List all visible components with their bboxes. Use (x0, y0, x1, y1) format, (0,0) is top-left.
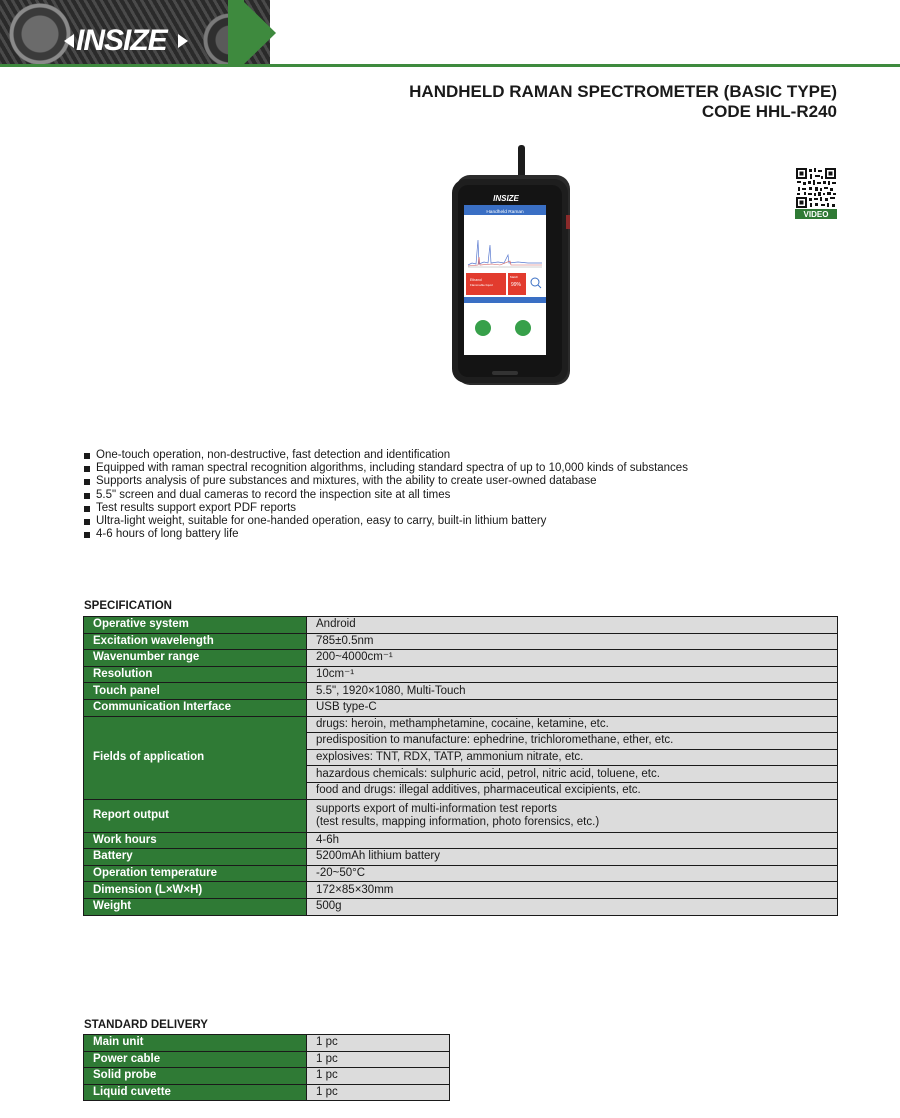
table-row (84, 683, 838, 700)
video-qr-code[interactable] (795, 167, 837, 219)
spec-key: Battery (84, 849, 307, 866)
device-match-value: 99% (511, 282, 522, 288)
spec-value: drugs: heroin, methamphetamine, cocaine, ketamine, etc. (307, 716, 838, 733)
spec-value: Android (307, 617, 838, 634)
qr-video-label: VIDEO (803, 210, 829, 219)
spec-value: hazardous chemicals: sulphuric acid, petrol, nitric acid, toluene, etc. (307, 766, 838, 783)
device-result-sub: Flammable liquid (470, 283, 493, 287)
spec-value: 172×85×30mm (307, 882, 838, 899)
spec-key: Operation temperature (84, 865, 307, 882)
spec-value: 4-6h (307, 832, 838, 849)
table-row (84, 617, 838, 634)
delivery-qty: 1 pc (307, 1051, 450, 1068)
feature-item: Ultra-light weight, suitable for one-handed operation, easy to carry, built-in lithium battery (84, 515, 688, 528)
specification-heading: SPECIFICATION (84, 600, 172, 612)
spec-key: Operative system (84, 617, 307, 634)
spec-key: Work hours (84, 832, 307, 849)
report-output-line: (test results, mapping information, photo forensics, etc.) (316, 815, 600, 828)
spec-value: predisposition to manufacture: ephedrine, trichloromethane, ether, etc. (307, 733, 838, 750)
logo-left-arrow-icon (64, 34, 74, 48)
header-arrow-shape (242, 0, 276, 66)
report-output-line: supports export of multi-information test reports (316, 802, 557, 815)
table-row (84, 832, 838, 849)
brand-logo: INSIZE (76, 24, 167, 57)
device-app-title: Handheld Raman (486, 210, 524, 215)
spec-key: Wavenumber range (84, 650, 307, 667)
table-row (84, 666, 838, 683)
table-row (84, 1084, 450, 1101)
spec-key: Fields of application (84, 716, 307, 799)
feature-item: 5.5" screen and dual cameras to record the inspection site at all times (84, 489, 688, 502)
table-row (84, 799, 838, 832)
specification-table (83, 616, 838, 916)
device-brand-label: INSIZE (493, 194, 519, 203)
header-green-rule (0, 64, 900, 67)
delivery-item: Liquid cuvette (84, 1084, 307, 1101)
spec-key: Excitation wavelength (84, 633, 307, 650)
page-header (0, 0, 900, 68)
table-row (84, 1051, 450, 1068)
logo-right-arrow-icon (178, 34, 188, 48)
spec-value (307, 799, 838, 832)
table-row (84, 633, 838, 650)
spec-key: Resolution (84, 666, 307, 683)
delivery-qty: 1 pc (307, 1084, 450, 1101)
table-row (84, 849, 838, 866)
feature-item: 4-6 hours of long battery life (84, 528, 688, 541)
spec-value: 10cm⁻¹ (307, 666, 838, 683)
spec-value: food and drugs: illegal additives, pharmaceutical excipients, etc. (307, 782, 838, 799)
table-row (84, 865, 838, 882)
product-title: HANDHELD RAMAN SPECTROMETER (BASIC TYPE) (409, 82, 837, 101)
delivery-heading: STANDARD DELIVERY (84, 1019, 208, 1031)
product-code: CODE HHL-R240 (701, 102, 837, 121)
spec-value: -20~50°C (307, 865, 838, 882)
feature-item: Equipped with raman spectral recognition algorithms, including standard spectra of up to 10,000 kinds of substances (84, 462, 688, 475)
table-row (84, 1068, 450, 1085)
table-row (84, 1035, 450, 1052)
device-match-label: Match (510, 275, 519, 279)
spec-value: explosives: TNT, RDX, TATP, ammonium nitrate, etc. (307, 749, 838, 766)
spec-value: 5200mAh lithium battery (307, 849, 838, 866)
spec-value: 5.5", 1920×1080, Multi-Touch (307, 683, 838, 700)
device-result-label: Ethanol (470, 278, 482, 282)
table-row (84, 898, 838, 915)
spec-key: Dimension (L×W×H) (84, 882, 307, 899)
spec-value: USB type-C (307, 699, 838, 716)
spec-key: Report output (84, 799, 307, 832)
delivery-item: Solid probe (84, 1068, 307, 1085)
spec-key: Touch panel (84, 683, 307, 700)
delivery-qty: 1 pc (307, 1068, 450, 1085)
spec-value: 200~4000cm⁻¹ (307, 650, 838, 667)
feature-item: One-touch operation, non-destructive, fast detection and identification (84, 449, 688, 462)
device-product-image (448, 145, 576, 390)
feature-item: Test results support export PDF reports (84, 502, 688, 515)
delivery-item: Main unit (84, 1035, 307, 1052)
table-row (84, 650, 838, 667)
table-row (84, 699, 838, 716)
spec-key: Weight (84, 898, 307, 915)
feature-item: Supports analysis of pure substances and mixtures, with the ability to create user-owned database (84, 475, 688, 488)
feature-list (84, 449, 688, 541)
delivery-qty: 1 pc (307, 1035, 450, 1052)
table-row (84, 882, 838, 899)
spec-value: 785±0.5nm (307, 633, 838, 650)
table-row (84, 716, 838, 733)
spec-key: Communication Interface (84, 699, 307, 716)
product-title-block (409, 82, 837, 122)
spec-value: 500g (307, 898, 838, 915)
delivery-item: Power cable (84, 1051, 307, 1068)
delivery-table (83, 1034, 450, 1101)
